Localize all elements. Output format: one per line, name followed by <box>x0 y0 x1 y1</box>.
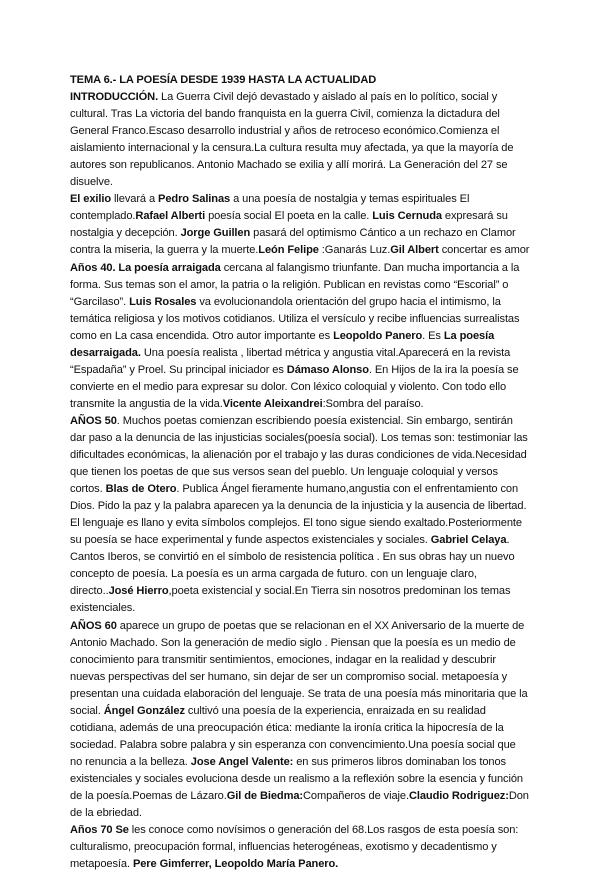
bold-run: Claudio Rodriguez: <box>408 789 509 802</box>
bold-run: Vicente Aleixandrei <box>222 397 323 410</box>
bold-run: Ángel González <box>103 704 185 717</box>
paragraph-exilio <box>70 191 530 259</box>
paragraph-anos-60 <box>70 618 530 823</box>
document-body <box>70 72 530 873</box>
text-run: . En Hijos de la ira la poesía se convierte en el medio para expresar su dolor. Con léxico coloquial y violento. Con todo ello transmite la angustia de la vida. <box>70 363 519 410</box>
text-run: a una poesía de nostalgia y temas espirituales El contemplado. <box>70 193 470 223</box>
bold-run: La poesía desarraigada. <box>70 329 495 359</box>
text-run: en sus primeros libros dominaban los tonos existenciales y sociales evoluciona desde un realismo a la reflexión sobre la esencia y función de la poesía.Poemas de Lázaro. <box>70 755 523 802</box>
text-run: expresará su nostalgia y decepción. <box>70 210 508 240</box>
paragraph-anos-40 <box>70 260 530 413</box>
bold-run: Años 70 Se <box>70 824 129 837</box>
bold-run: Jorge Guillen <box>180 227 251 240</box>
bold-run: Gil Albert <box>390 244 439 257</box>
bold-run: Pere Gimferrer, Leopoldo María Panero. <box>132 858 339 871</box>
text-run: Compañeros de viaje. <box>303 789 409 802</box>
bold-run: INTRODUCCIÓN. <box>70 91 159 104</box>
text-run: llevará a <box>111 193 159 206</box>
text-run: les conoce como novísimos o generación del 68.Los rasgos de esta poesía son: culturalismo, preocupación formal, influencias heterogéneas, exotismo y decadentismo y metapoesía. <box>70 824 519 871</box>
text-run: ,poeta existencial y social.En Tierra sin nosotros predominan los temas existenciales. <box>70 585 511 615</box>
bold-run: Gil de Biedma: <box>226 789 304 802</box>
text-run: cercana al falangismo triunfante. Dan mucha importancia a la forma. Sus temas son el amor, la patria o la religión. Publican en revistas como “Escorial” o “Garcilaso”. <box>70 261 520 308</box>
bold-run: Leopoldo Panero <box>333 329 423 342</box>
bold-run: El exilio <box>70 193 112 206</box>
paragraph-anos-50 <box>70 413 530 618</box>
bold-run: Luis Cernuda <box>372 210 442 223</box>
text-run: poesía social El poeta en la calle. <box>205 210 373 223</box>
bold-run: AÑOS 50 <box>70 414 117 427</box>
text-run: :Ganarás Luz. <box>318 244 391 257</box>
document-title: TEMA 6.- LA POESÍA DESDE 1939 HASTA LA ACTUALIDAD <box>70 74 377 86</box>
paragraph-introduccion <box>70 89 530 191</box>
bold-run: Luis Rosales <box>129 295 197 308</box>
bold-run: Rafael Alberti <box>135 210 206 223</box>
bold-run: Gabriel Celaya <box>430 534 507 547</box>
text-run: . Muchos poetas comienzan escribiendo poesía existencial. Sin embargo, sentirán dar paso a la denuncia de las injusticias sociales(poesía social). Los temas son: testimoniar las dificultades económicas, la alienación por el trabajo y las duras condiciones de vida.Necesidad que tienen los poetas de que sus versos sean del pueblo. Un lenguaje coloquial y versos cortos. <box>70 414 528 496</box>
text-run: pasará del optimismo Cántico a un rechazo en Clamor contra la miseria, la guerra y la muerte. <box>70 227 516 257</box>
text-run: La Guerra Civil dejó devastado y aislado al país en lo político, social y cultural. Tras La victoria del bando franquista en la guerra Civil, comienza la dictadura del General Franco.Escaso desarrollo industrial y años de retroceso económico.Comienza el aislamiento internacional y la censura.La cultura resulta muy afectada, ya que la mayoría de autores son republicanos. Antonio Machado se exilia y allí morirá. La Generación del 27 se disuelve. <box>70 91 514 189</box>
text-run: aparece un grupo de poetas que se relacionan en el XX Aniversario de la muerte de Antonio Machado. Son la generación de medio siglo . Piensan que la poesía es un medio de conocimiento para transmitir sentimientos, emociones, indagar en la realidad y descubrir nuevas perspectivas del ser humano, sin dejar de ser un compromiso social. metapoesía y presentan una cuidada elaboración del lenguaje. Se trata de una poesía más minoritaria que la social. <box>70 619 528 717</box>
text-run: :Sombra del paraíso. <box>322 397 424 410</box>
text-run: . Es <box>422 329 444 342</box>
bold-run: León Felipe <box>258 244 319 257</box>
text-run: Don de la ebriedad. <box>70 789 529 820</box>
bold-run: José Hierro <box>108 585 169 598</box>
text-run: cultivó una poesía de la experiencia, enraizada en su realidad cotidiana, además de una preocupación ética: mediante la ironía critica la hipocresía de la sociedad. Palabra sobre palabra y sin esperanza con convencimiento.Una poesía social que no renuncia a la belleza. <box>70 704 516 768</box>
bold-run: AÑOS 60 <box>70 619 117 632</box>
text-run: va evolucionandola orientación del grupo hacia el intimismo, la temática religiosa y los motivos cotidianos. Utiliza el versículo y recibe influencias surrealistas como en La casa encendida. Otro autor importante es <box>70 295 520 342</box>
text-run: concertar es amor <box>438 244 530 257</box>
bold-run: Jose Angel Valente: <box>190 755 294 768</box>
text-run: Una poesía realista , libertad métrica y angustia vital.Aparecerá en la revista “Espadaña” y Proel. Su principal iniciador es <box>70 346 511 376</box>
bold-run: Blas de Otero <box>105 483 177 496</box>
text-run: . Publica Ángel fieramente humano,angustia con el enfrentamiento con Dios. Pido la paz y la palabra aparecen ya la denuncia de la injusticia y la ausencia de libertad. El lenguaje es llano y evita símbolos complejos. El tono sigue siendo exaltado.Posteriormente su poesía se hace experimental y funde aspectos existenciales y sociales. <box>70 483 527 547</box>
text-run: . Cantos Iberos, se convirtió en el símbolo de resistencia política . En sus obras hay un nuevo concepto de poesía. La poesía es un arma cargada de futuro. con un lenguaje claro, directo.. <box>70 534 515 598</box>
bold-run: Pedro Salinas <box>158 193 231 206</box>
bold-run: Dámaso Alonso <box>286 363 369 376</box>
bold-run: Años 40. La poesía arraigada <box>70 261 221 274</box>
